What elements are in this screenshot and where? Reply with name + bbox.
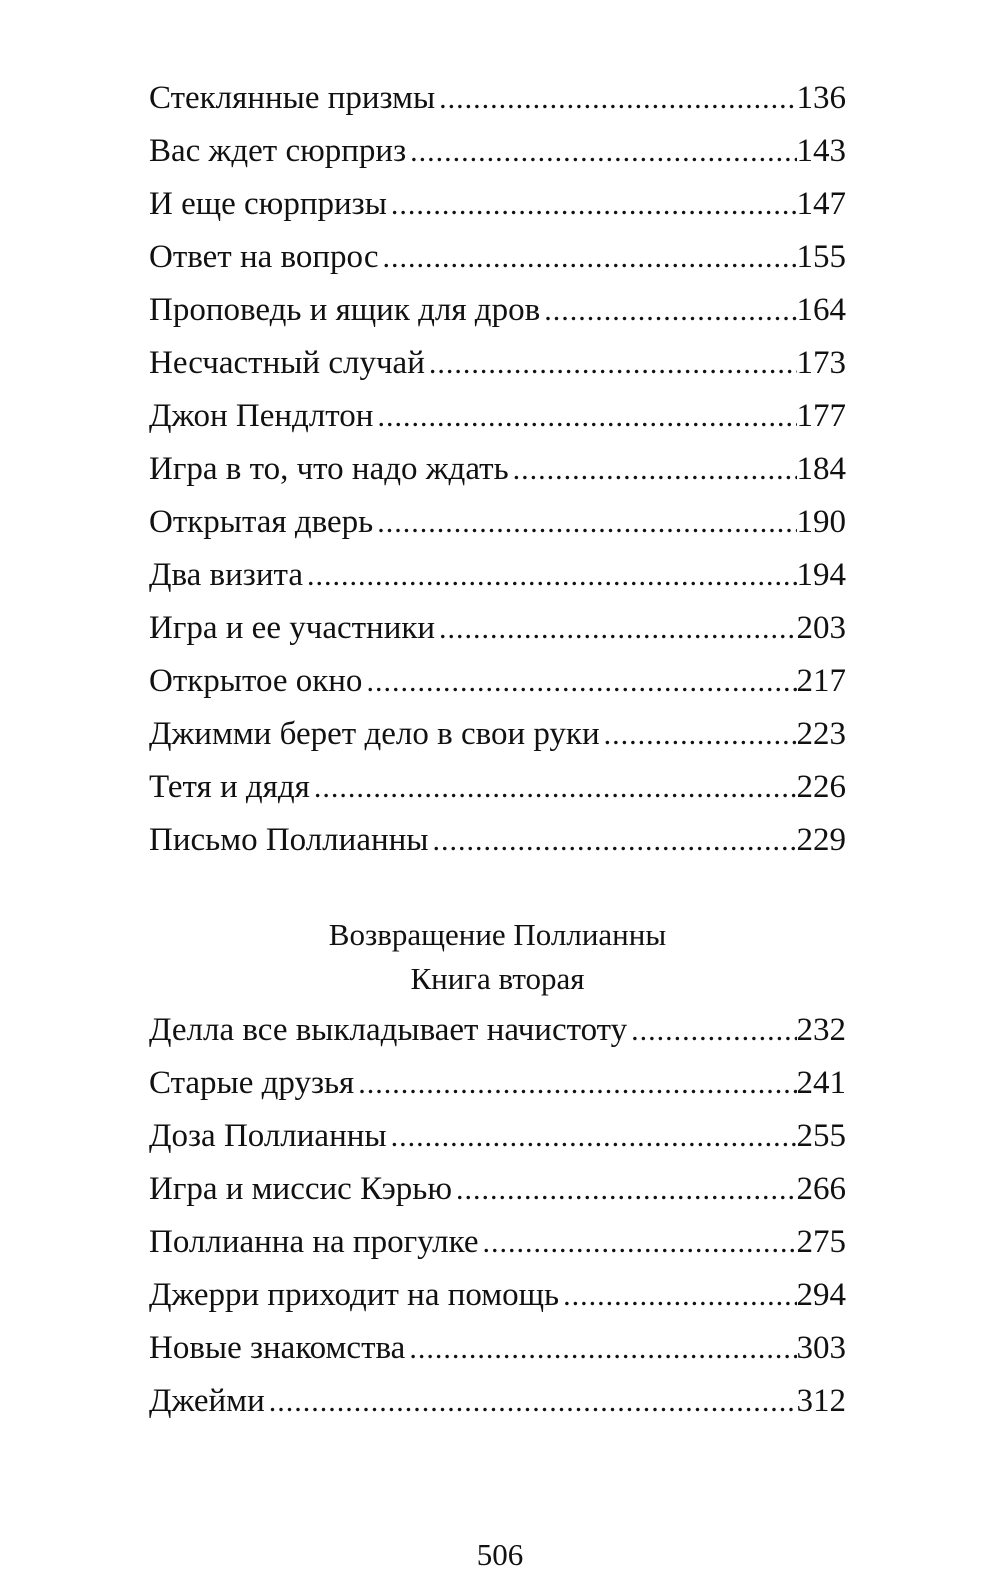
toc-leader-dots: [631, 1004, 796, 1057]
toc-entry: [149, 1216, 846, 1269]
toc-entry-title: Вас ждет сюрприз: [149, 133, 407, 169]
toc-entry-page: 303: [796, 1330, 846, 1366]
toc-leader-dots: [544, 284, 796, 337]
toc-entry-title: Джерри приходит на помощь: [149, 1277, 560, 1313]
toc-leader-dots: [409, 1322, 796, 1375]
toc-entry-title: Ответ на вопрос: [149, 239, 379, 275]
toc-leader-dots: [482, 1216, 796, 1269]
toc-leader-dots: [604, 708, 797, 761]
toc-entry-page: 155: [796, 239, 846, 275]
toc-entry: [149, 1057, 846, 1110]
toc-entry-title: Письмо Поллианны: [149, 822, 429, 858]
book-two-subtitle: Книга вторая: [410, 961, 585, 996]
toc-leader-dots: [377, 496, 796, 549]
toc-entry: [149, 708, 846, 761]
toc-entry: [149, 72, 846, 125]
toc-entry-page: 194: [796, 557, 846, 593]
toc-entry-page: 177: [796, 398, 846, 434]
toc-entry: [149, 284, 846, 337]
toc-entry: [149, 390, 846, 443]
toc-entry-page: 164: [796, 292, 846, 328]
toc-entry-title: Джейми: [149, 1383, 265, 1419]
toc-entry-page: 223: [796, 716, 846, 752]
toc-leader-dots: [383, 231, 797, 284]
toc-leader-dots: [513, 443, 797, 496]
toc-entry-title: Делла все выкладывает начистоту: [149, 1012, 628, 1048]
toc-entry-title: Открытая дверь: [149, 504, 374, 540]
toc-entry: [149, 814, 846, 867]
toc-entry: [149, 1269, 846, 1322]
toc-leader-dots: [410, 125, 796, 178]
toc-entry: [149, 1163, 846, 1216]
toc-entry-title: Игра в то, что надо ждать: [149, 451, 509, 487]
toc-leader-dots: [377, 390, 796, 443]
toc-entry-title: Открытое окно: [149, 663, 363, 699]
toc-entry-title: Стеклянные призмы: [149, 80, 436, 116]
toc-entry: [149, 655, 846, 708]
toc-entry-title: Несчастный случай: [149, 345, 425, 381]
toc-entry: [149, 337, 846, 390]
toc-entry-title: Два визита: [149, 557, 303, 593]
toc-entry: [149, 1110, 846, 1163]
toc-entry: [149, 602, 846, 655]
toc-entry: [149, 231, 846, 284]
toc-entry: [149, 761, 846, 814]
toc-entry-title: Джимми берет дело в свои руки: [149, 716, 600, 752]
toc-entry: [149, 443, 846, 496]
toc-entry-page: 203: [796, 610, 846, 646]
toc-leader-dots: [307, 549, 797, 602]
toc-leader-dots: [432, 814, 796, 867]
toc-entry: [149, 549, 846, 602]
toc-entry-page: 229: [796, 822, 846, 858]
toc-leader-dots: [391, 1110, 797, 1163]
toc-entry-page: 217: [796, 663, 846, 699]
toc-entry-page: 266: [796, 1171, 846, 1207]
toc-entry-title: Игра и ее участники: [149, 610, 436, 646]
toc-entry-title: Тетя и дядя: [149, 769, 310, 805]
page-number: 506: [476, 1537, 524, 1572]
toc-entry-page: 184: [796, 451, 846, 487]
toc-entry: [149, 496, 846, 549]
toc-entry-title: Доза Поллианны: [149, 1118, 387, 1154]
toc-entry-page: 232: [796, 1012, 846, 1048]
toc-entry: [149, 1322, 846, 1375]
toc-entry-page: 136: [796, 80, 846, 116]
toc-entry-page: 255: [796, 1118, 846, 1154]
toc-entry-title: Новые знакомства: [149, 1330, 406, 1366]
toc-list-part-two: [149, 1004, 846, 1428]
toc-entry-page: 294: [796, 1277, 846, 1313]
toc-leader-dots: [314, 761, 797, 814]
toc-leader-dots: [456, 1163, 796, 1216]
toc-entry-title: Игра и миссис Кэрью: [149, 1171, 453, 1207]
toc-list-part-one: [149, 72, 846, 867]
toc-leader-dots: [563, 1269, 796, 1322]
toc-entry-page: 241: [796, 1065, 846, 1101]
toc-leader-dots: [429, 337, 797, 390]
toc-entry-page: 173: [796, 345, 846, 381]
toc-entry-page: 147: [796, 186, 846, 222]
toc-entry: [149, 178, 846, 231]
toc-entry-title: И еще сюрпризы: [149, 186, 387, 222]
toc-entry-page: 143: [796, 133, 846, 169]
toc-leader-dots: [439, 602, 796, 655]
toc-leader-dots: [358, 1057, 796, 1110]
toc-entry-title: Джон Пендлтон: [149, 398, 374, 434]
toc-entry-page: 190: [796, 504, 846, 540]
toc-leader-dots: [391, 178, 797, 231]
book-two-title: Возвращение Поллианны: [328, 917, 667, 952]
toc-entry-page: 312: [796, 1383, 846, 1419]
toc-leader-dots: [439, 72, 796, 125]
toc-leader-dots: [366, 655, 796, 708]
toc-entry: [149, 125, 846, 178]
toc-entry-title: Проповедь и ящик для дров: [149, 292, 541, 328]
toc-entry-title: Старые друзья: [149, 1065, 355, 1101]
toc-leader-dots: [269, 1375, 797, 1428]
toc-entry: [149, 1004, 846, 1057]
toc-entry-page: 275: [796, 1224, 846, 1260]
toc-entry: [149, 1375, 846, 1428]
toc-entry-title: Поллианна на прогулке: [149, 1224, 479, 1260]
toc-entry-page: 226: [796, 769, 846, 805]
